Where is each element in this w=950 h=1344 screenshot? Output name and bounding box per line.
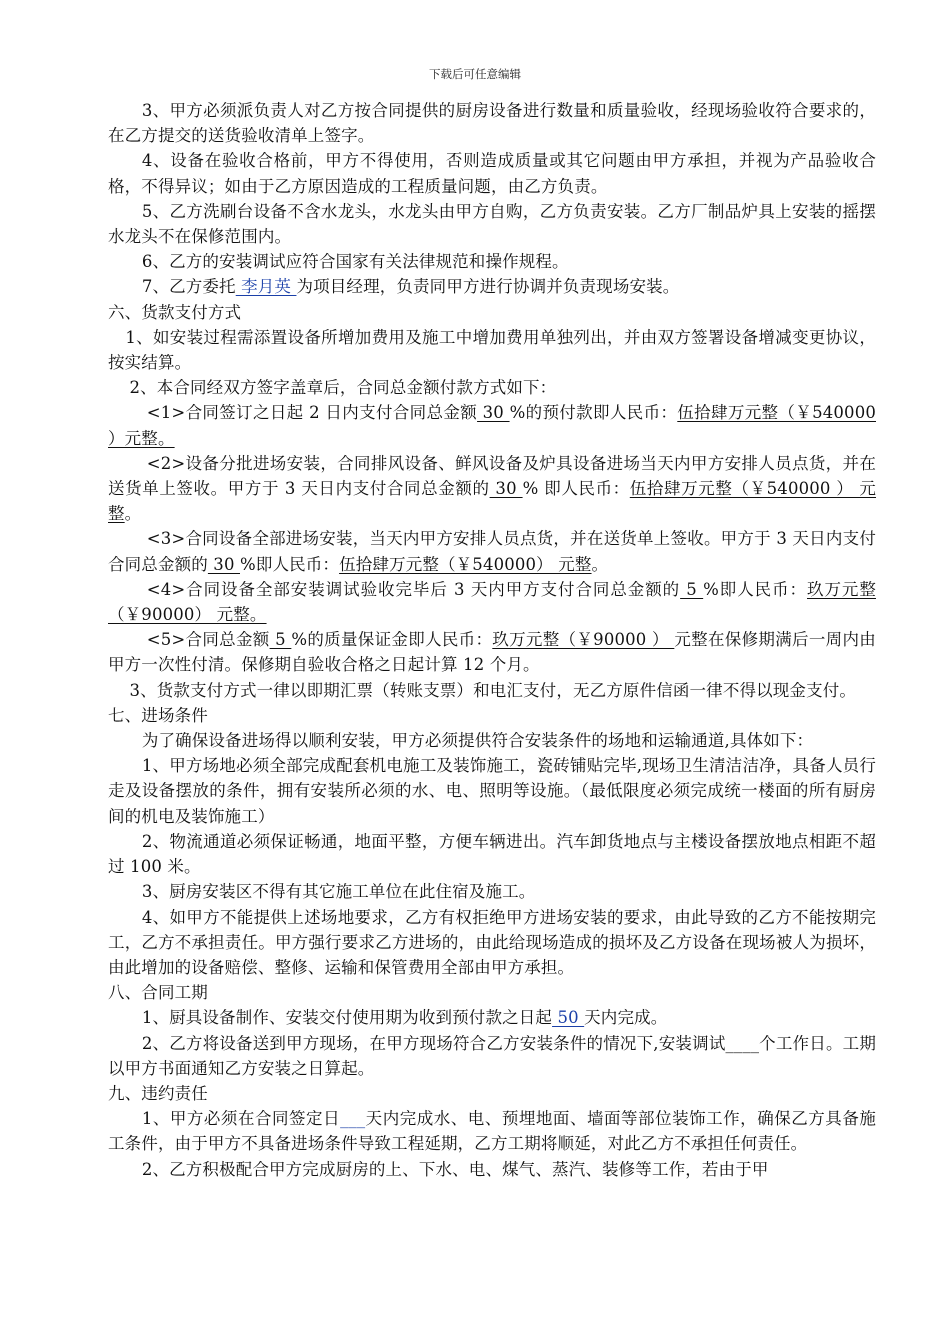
clause-text: 7、乙方委托 [141,277,236,297]
payment-text: %即人民币： [703,579,807,599]
payment-amount: 伍拾肆万元整（￥540000 ）元整。 [108,403,876,448]
blank-field: ____ [725,1033,760,1053]
clause-text: 2、乙方将设备送到甲方现场，在甲方现场符合乙方安装条件的情况下,安装调试 [141,1033,726,1053]
clause-text: 1、甲方必须在合同签定日 [141,1109,341,1129]
payment-amount: 玖万元整（￥90000） 元整。 [108,579,876,625]
clause-5-4: 4、设备在验收合格前，甲方不得使用，否则造成质量或其它问题由甲方承担，并视为产品验收合格，不得异议；如由于乙方原因造成的工程质量问题，由乙方负责。 [108,151,876,196]
payment-text: <5>合同总金额 [146,630,270,650]
clause-text: 个工作日。工期以甲方书面通知乙方安装之日算起。 [108,1033,876,1078]
section-heading-6: 六、货款支付方式 [108,302,242,322]
payment-text: %的预付款即人民币： [509,403,678,423]
payment-text: % 即人民币： [522,479,630,499]
duration-days: 50 [552,1008,585,1028]
clause-5-5: 5、乙方洗刷台设备不含水龙头，水龙头由甲方自购，乙方负责安装。乙方厂制品炉具上安装的摇摆水龙头不在保修范围内。 [108,201,876,247]
clause-7-4: 4、如甲方不能提供上述场地要求，乙方有权拒绝甲方进场安装的要求，由此导致的乙方不能按期完工，乙方不承担责任。甲方强行要求乙方进场的，由此给现场造成的损坏及乙方设备在现场被人为损坏，由此增加的设备赔偿、整修、运输和保管费用全部由甲方承担。 [108,907,876,977]
clause-6-2: 2、本合同经双方签字盖章后，合同总金额付款方式如下： [129,378,557,398]
clause-text: 为项目经理，负责同甲方进行协调并负责现场安装。 [296,277,680,297]
clause-text: 天内完成。 [584,1008,668,1028]
clause-6-1: 1、如安装过程需添置设备所增加费用及施工中增加费用单独列出，并由双方签署设备增减变更协议，按实结算。 [108,327,876,373]
section-heading-9: 九、违约责任 [108,1083,208,1103]
payment-text: 元整在保修期满后一周内由甲方一次性付清。保修期自验收合格之日起计算 12 个月。 [108,630,876,675]
payment-percent: 30 [477,403,510,423]
clause-8-2 [108,1031,876,1081]
clause-7-3: 3、厨房安装区不得有其它施工单位在此住宿及施工。 [141,882,536,902]
payment-text: <1>合同签订之日起 2 日内支付合同总金额 [146,403,478,423]
payment-percent: 30 [207,554,240,574]
payment-text: 。 [124,504,142,524]
clause-text: 天内完成水、电、预埋地面、墙面等部位装饰工作，确保乙方具备施工条件，由于甲方不具备进场条件导致工程延期，乙方工期将顺延，对此乙方不承担任何责任。 [108,1109,876,1154]
payment-amount: 伍拾肆万元整（￥540000 ） 元整 [108,479,876,524]
document-body [108,98,876,1182]
clause-6-3: 3、货款支付方式一律以即期汇票（转账支票）和电汇支付，无乙方原件信函一律不得以现金支付。 [129,680,857,700]
payment-item-5 [108,627,876,677]
payment-item-4 [108,577,876,627]
payment-amount: 伍拾肆万元整（￥540000） 元整 [339,554,592,574]
payment-text: <2>设备分批进场安装，合同排风设备、鲜风设备及炉具设备进场当天内甲方安排人员点货，并在送货单上签收。甲方于 3 天日内支付合同总金额的 [108,453,876,499]
payment-item-2 [108,451,876,527]
clause-8-1 [108,1005,876,1030]
payment-percent: 30 [489,479,523,499]
section-heading-8: 八、合同工期 [108,983,208,1003]
clause-5-3: 3、甲方必须派负责人对乙方按合同提供的厨房设备进行数量和质量验收，经现场验收符合要求的，在乙方提交的送货验收清单上签字。 [108,101,876,146]
payment-text: %即人民币： [240,554,340,574]
payment-percent: 5 [269,630,292,650]
clause-7-2: 2、物流通道必须保证畅通，地面平整，方便车辆进出。汽车卸货地点与主楼设备摆放地点相距不超过 100 米。 [108,831,876,877]
payment-text: <3>合同设备全部进场安装，当天内甲方安排人员点货，并在送货单上签收。甲方于 3 天日内支付合同总金额的 [108,529,876,574]
clause-text: 1、厨具设备制作、安装交付使用期为收到预付款之日起 [141,1008,553,1028]
payment-percent: 5 [680,579,704,599]
clause-7-1: 1、甲方场地必须全部完成配套机电施工及装饰施工，瓷砖铺贴完毕,现场卫生清洁洁净，具备人员行走及设备摆放的条件，拥有安装所必须的水、电、照明等设施。（最低限度必须完成统一楼面的所有厨房间的机电及装饰施工） [108,756,876,826]
section-heading-7: 七、进场条件 [108,705,208,725]
project-manager-name: 李月英 [235,277,297,297]
clause-5-7 [108,274,876,299]
payment-text: 。 [591,554,609,574]
page-header: 下载后可任意编辑 [429,67,521,81]
payment-item-3 [108,526,876,576]
payment-amount: 玖万元整（￥90000 ） [492,630,675,650]
clause-9-2: 2、乙方积极配合甲方完成厨房的上、下水、电、煤气、蒸汽、装修等工作，若由于甲 [141,1159,769,1179]
payment-item-1 [108,400,876,450]
clause-5-6: 6、乙方的安装调试应符合国家有关法律规范和操作规程。 [141,252,569,272]
clause-9-1 [108,1106,876,1156]
blank-field: ___ [340,1109,366,1129]
payment-text: %的质量保证金即人民币： [291,630,493,650]
clause-7-intro: 为了确保设备进场得以顺利安装，甲方必须提供符合安装条件的场地和运输通道,具体如下： [141,731,814,751]
payment-text: <4>合同设备全部安装调试验收完毕后 3 天内甲方支付合同总金额的 [146,579,681,599]
